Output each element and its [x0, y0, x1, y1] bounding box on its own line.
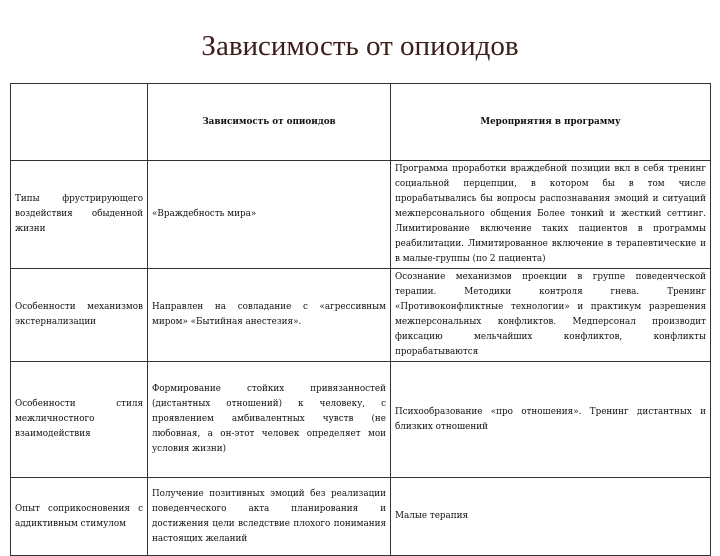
row-type-cell: Типы фрустрирующего воздействия обыденной жизни: [11, 161, 148, 269]
table-row: [11, 269, 711, 362]
row-measures-cell: Программа проработки враждебной позиции вкл в себя тренинг социальной перцепции, в котором бы в том числе прорабатывались бы вопросы распознавания эмоций и ситуаций межперсонального общения Более тонкий и жесткий сеттинг. Лимитирование включение таких пациентов в программы реабилитации. Лимитированное включение в терапевтические и в малые-группы (по 2 пациента): [391, 161, 711, 269]
table-row: [11, 362, 711, 478]
header-cell-dependency: Зависимость от опиоидов: [148, 84, 391, 161]
row-measures-cell: Малые терапия: [391, 478, 711, 556]
row-type-cell: Особенности стиля межличностного взаимодействия: [11, 362, 148, 478]
row-type-cell: Особенности механизмов экстернализации: [11, 269, 148, 362]
row-type-cell: Опыт соприкосновения с аддиктивным стимулом: [11, 478, 148, 556]
row-measures-cell: Осознание механизмов проекции в группе поведенческой терапии. Методики контроля гнева. Тренинг «Противоконфликтные технологии» и практикум разрешения межперсональных конфликтов. Медперсонал производит фиксацию мельчайших конфликтов, конфликты прорабатываются: [391, 269, 711, 362]
header-cell-empty: [11, 84, 148, 161]
row-dependency-cell: Направлен на совладание с «агрессивным миром» «Бытийная анестезия».: [148, 269, 391, 362]
table-row: [11, 161, 711, 269]
row-dependency-cell: «Враждебность мира»: [148, 161, 391, 269]
slide-title: Зависимость от опиоидов: [201, 30, 519, 62]
table-header-row: [11, 84, 711, 161]
row-dependency-cell: Формирование стойких привязанностей (дистантных отношений) к человеку, с проявлением амбивалентных чувств (не любовная, а он-этот человек определяет мои условия жизни): [148, 362, 391, 478]
table-row: [11, 478, 711, 556]
row-measures-cell: Психообразование «про отношения». Тренинг дистантных и близких отношений: [391, 362, 711, 478]
comparison-table: [10, 83, 711, 556]
row-dependency-cell: Получение позитивных эмоций без реализации поведенческого акта планирования и достижения цели вследствие плохого понимания настоящих желаний: [148, 478, 391, 556]
header-cell-measures: Мероприятия в программу: [391, 84, 711, 161]
